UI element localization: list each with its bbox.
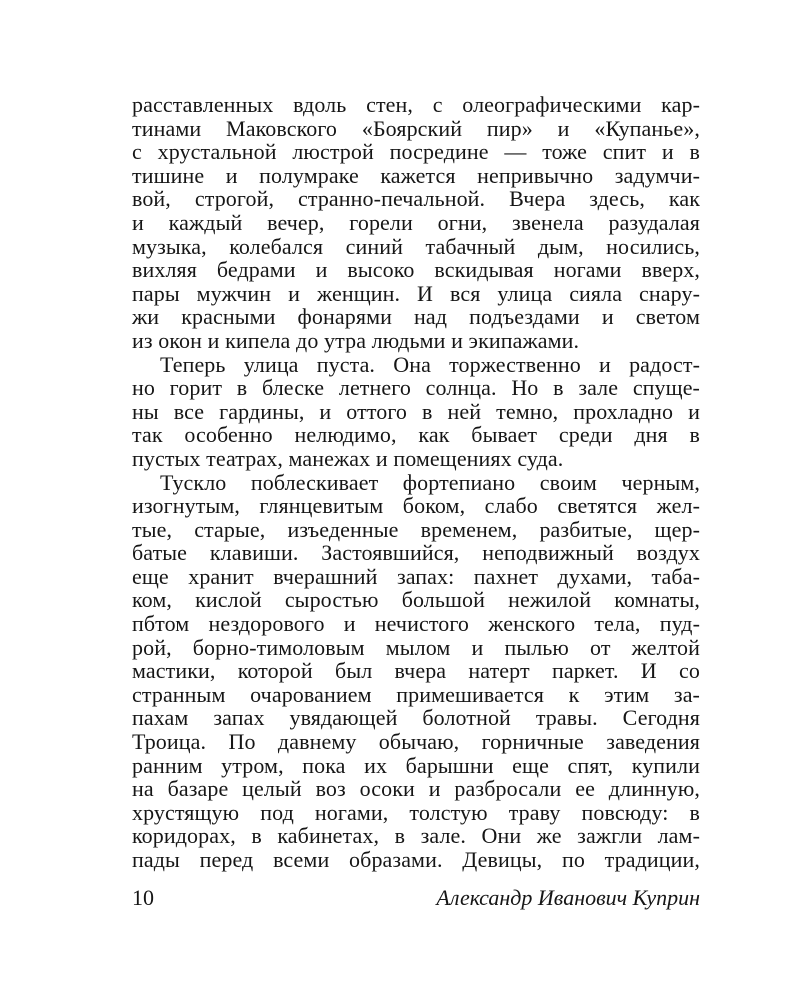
text-line: Теперь улица пуста. Она торжественно и радост- <box>160 351 700 377</box>
running-title: Александр Иванович Куприн <box>436 885 700 910</box>
text-line: из окон и кипела до утра людьми и экипажами. <box>132 327 580 353</box>
text-line: но горит в блеске летнего солнца. Но в зале спуще- <box>132 375 700 401</box>
text-line: Троица. По давнему обычаю, горничные заведения <box>132 729 700 755</box>
text-line: пары мужчин и женщин. И вся улица сияла снару- <box>132 280 700 306</box>
text-line: на базаре целый воз осоки и разбросали ее длинную, <box>132 776 700 802</box>
text-line: пбтом нездорового и нечистого женского тела, пуд- <box>132 611 700 637</box>
text-line: хрустящую под ногами, толстую траву повсюду: в <box>132 799 700 825</box>
text-line: рой, борно-тимоловым мылом и пылью от желтой <box>132 634 700 660</box>
text-line: тые, старые, изъеденные временем, разбитые, щер- <box>132 516 700 542</box>
page-footer <box>132 883 700 913</box>
body-text <box>132 93 700 872</box>
text-line: жи красными фонарями над подъездами и светом <box>132 304 700 330</box>
text-line: так особенно нелюдимо, как бывает среди дня в <box>132 422 700 448</box>
text-line: ранним утром, пока их барышни еще спят, купили <box>132 752 700 778</box>
text-line: расставленных вдоль стен, с олеографическими кар- <box>132 92 700 117</box>
text-line: странным очарованием примешивается к этим за- <box>132 681 700 707</box>
text-line: тишине и полумраке кажется непривычно задумчи- <box>132 162 700 188</box>
text-line: батые клавиши. Застоявшийся, неподвижный воздух <box>132 540 700 566</box>
text-line: тинами Маковского «Боярский пир» и «Купанье», <box>132 115 700 141</box>
text-line: Тускло поблескивает фортепиано своим черным, <box>160 469 700 495</box>
text-line: пустых театрах, манежах и помещениях суда. <box>132 445 564 471</box>
text-line: и каждый вечер, горели огни, звенела разудалая <box>132 209 700 235</box>
text-line: музыка, колебался синий табачный дым, носились, <box>132 233 700 259</box>
text-line: коридорах, в кабинетах, в зале. Они же зажгли лам- <box>132 823 700 849</box>
page-number: 10 <box>132 885 154 910</box>
text-line: пады перед всеми образами. Девицы, по традиции, <box>132 847 700 872</box>
text-line: еще хранит вчерашний запах: пахнет духами, таба- <box>132 563 700 589</box>
text-line: вихляя бедрами и высоко вскидывая ногами вверх, <box>132 257 700 283</box>
text-line: вой, строгой, странно-печальной. Вчера здесь, как <box>132 186 700 212</box>
text-line: ком, кислой сыростью большой нежилой комнаты, <box>132 587 700 613</box>
text-line: пахам запах увядающей болотной травы. Сегодня <box>132 705 700 731</box>
text-line: ны все гардины, и оттого в ней темно, прохладно и <box>132 398 700 424</box>
text-line: изогнутым, глянцевитым боком, слабо светятся жел- <box>132 493 700 519</box>
text-line: мастики, которой был вчера натерт паркет. И со <box>132 658 700 684</box>
text-line: с хрустальной люстрой посредине — тоже спит и в <box>132 139 700 165</box>
